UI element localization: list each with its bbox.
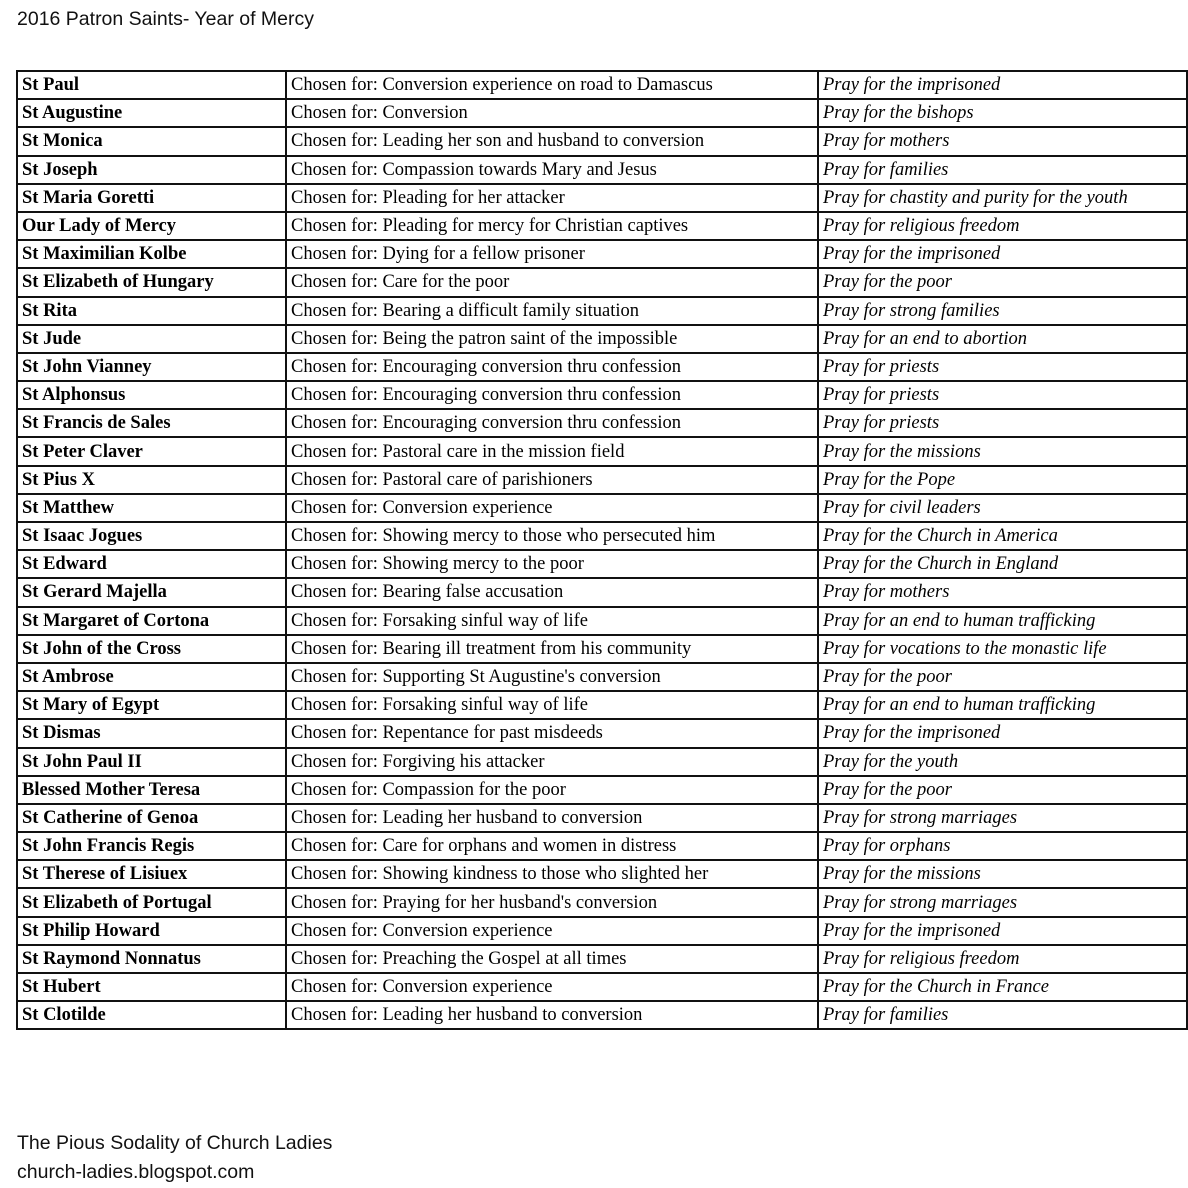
prayer-intention-cell: Pray for the Church in England: [818, 550, 1187, 578]
prayer-intention-cell: Pray for vocations to the monastic life: [818, 635, 1187, 663]
prayer-intention-cell: Pray for strong marriages: [818, 888, 1187, 916]
chosen-for-cell: Chosen for: Forgiving his attacker: [286, 748, 818, 776]
prayer-intention-cell: Pray for strong marriages: [818, 804, 1187, 832]
saint-name-cell: St Dismas: [17, 719, 286, 747]
saint-name-cell: St John Paul II: [17, 748, 286, 776]
saint-name-cell: St Monica: [17, 127, 286, 155]
prayer-intention-cell: Pray for the imprisoned: [818, 240, 1187, 268]
table-row: [17, 719, 1187, 747]
table-row: [17, 127, 1187, 155]
table-row: [17, 550, 1187, 578]
table-row: [17, 578, 1187, 606]
table-row: [17, 945, 1187, 973]
chosen-for-cell: Chosen for: Bearing ill treatment from his community: [286, 635, 818, 663]
saint-name-cell: St Margaret of Cortona: [17, 607, 286, 635]
chosen-for-cell: Chosen for: Conversion experience: [286, 973, 818, 1001]
table-row: [17, 240, 1187, 268]
prayer-intention-cell: Pray for an end to human trafficking: [818, 607, 1187, 635]
table-row: [17, 381, 1187, 409]
saint-name-cell: St John Francis Regis: [17, 832, 286, 860]
prayer-intention-cell: Pray for families: [818, 156, 1187, 184]
prayer-intention-cell: Pray for the missions: [818, 437, 1187, 465]
prayer-intention-cell: Pray for the poor: [818, 663, 1187, 691]
saint-name-cell: St Paul: [17, 71, 286, 99]
saint-name-cell: Our Lady of Mercy: [17, 212, 286, 240]
prayer-intention-cell: Pray for an end to abortion: [818, 325, 1187, 353]
prayer-intention-cell: Pray for the Church in France: [818, 973, 1187, 1001]
prayer-intention-cell: Pray for religious freedom: [818, 945, 1187, 973]
saint-name-cell: St Maximilian Kolbe: [17, 240, 286, 268]
table-row: [17, 353, 1187, 381]
footer-organization: The Pious Sodality of Church Ladies: [17, 1132, 333, 1154]
chosen-for-cell: Chosen for: Forsaking sinful way of life: [286, 607, 818, 635]
prayer-intention-cell: Pray for the poor: [818, 268, 1187, 296]
table-row: [17, 409, 1187, 437]
chosen-for-cell: Chosen for: Showing mercy to the poor: [286, 550, 818, 578]
chosen-for-cell: Chosen for: Being the patron saint of the impossible: [286, 325, 818, 353]
table-row: [17, 776, 1187, 804]
saint-name-cell: St Jude: [17, 325, 286, 353]
chosen-for-cell: Chosen for: Conversion experience on road to Damascus: [286, 71, 818, 99]
chosen-for-cell: Chosen for: Encouraging conversion thru confession: [286, 353, 818, 381]
prayer-intention-cell: Pray for strong families: [818, 297, 1187, 325]
saint-name-cell: St John of the Cross: [17, 635, 286, 663]
table-row: [17, 325, 1187, 353]
saint-name-cell: St Gerard Majella: [17, 578, 286, 606]
saint-name-cell: St Philip Howard: [17, 917, 286, 945]
table-row: [17, 522, 1187, 550]
footer: [17, 1129, 332, 1187]
chosen-for-cell: Chosen for: Encouraging conversion thru confession: [286, 381, 818, 409]
table-row: [17, 691, 1187, 719]
prayer-intention-cell: Pray for the Pope: [818, 466, 1187, 494]
saint-name-cell: St Elizabeth of Hungary: [17, 268, 286, 296]
table-row: [17, 1001, 1187, 1029]
table-row: [17, 156, 1187, 184]
saint-name-cell: St Hubert: [17, 973, 286, 1001]
saint-name-cell: St Isaac Jogues: [17, 522, 286, 550]
table-row: [17, 297, 1187, 325]
prayer-intention-cell: Pray for priests: [818, 381, 1187, 409]
chosen-for-cell: Chosen for: Conversion experience: [286, 917, 818, 945]
chosen-for-cell: Chosen for: Showing kindness to those who slighted her: [286, 860, 818, 888]
table-row: [17, 804, 1187, 832]
chosen-for-cell: Chosen for: Care for orphans and women in distress: [286, 832, 818, 860]
chosen-for-cell: Chosen for: Conversion: [286, 99, 818, 127]
prayer-intention-cell: Pray for the missions: [818, 860, 1187, 888]
table-row: [17, 212, 1187, 240]
table-row: [17, 973, 1187, 1001]
table-row: [17, 466, 1187, 494]
saint-name-cell: Blessed Mother Teresa: [17, 776, 286, 804]
chosen-for-cell: Chosen for: Conversion experience: [286, 494, 818, 522]
saint-name-cell: St Catherine of Genoa: [17, 804, 286, 832]
chosen-for-cell: Chosen for: Pastoral care in the mission field: [286, 437, 818, 465]
chosen-for-cell: Chosen for: Showing mercy to those who persecuted him: [286, 522, 818, 550]
table-row: [17, 860, 1187, 888]
table-row: [17, 635, 1187, 663]
chosen-for-cell: Chosen for: Leading her husband to conversion: [286, 804, 818, 832]
table-row: [17, 71, 1187, 99]
chosen-for-cell: Chosen for: Bearing false accusation: [286, 578, 818, 606]
chosen-for-cell: Chosen for: Repentance for past misdeeds: [286, 719, 818, 747]
page-title: 2016 Patron Saints- Year of Mercy: [17, 8, 315, 30]
prayer-intention-cell: Pray for the youth: [818, 748, 1187, 776]
table-row: [17, 917, 1187, 945]
saint-name-cell: St Ambrose: [17, 663, 286, 691]
prayer-intention-cell: Pray for mothers: [818, 127, 1187, 155]
saint-name-cell: St Pius X: [17, 466, 286, 494]
table-row: [17, 268, 1187, 296]
saint-name-cell: St Peter Claver: [17, 437, 286, 465]
prayer-intention-cell: Pray for chastity and purity for the youth: [818, 184, 1187, 212]
prayer-intention-cell: Pray for the imprisoned: [818, 71, 1187, 99]
chosen-for-cell: Chosen for: Care for the poor: [286, 268, 818, 296]
prayer-intention-cell: Pray for mothers: [818, 578, 1187, 606]
table-row: [17, 184, 1187, 212]
saint-name-cell: St Alphonsus: [17, 381, 286, 409]
saint-name-cell: St Francis de Sales: [17, 409, 286, 437]
saint-name-cell: St Therese of Lisiuex: [17, 860, 286, 888]
prayer-intention-cell: Pray for religious freedom: [818, 212, 1187, 240]
saint-name-cell: St Raymond Nonnatus: [17, 945, 286, 973]
chosen-for-cell: Chosen for: Pastoral care of parishioners: [286, 466, 818, 494]
saints-table-body: [17, 71, 1187, 1029]
chosen-for-cell: Chosen for: Pleading for her attacker: [286, 184, 818, 212]
saint-name-cell: St Edward: [17, 550, 286, 578]
saint-name-cell: St Matthew: [17, 494, 286, 522]
table-row: [17, 494, 1187, 522]
saint-name-cell: St Elizabeth of Portugal: [17, 888, 286, 916]
prayer-intention-cell: Pray for the bishops: [818, 99, 1187, 127]
table-row: [17, 99, 1187, 127]
chosen-for-cell: Chosen for: Dying for a fellow prisoner: [286, 240, 818, 268]
prayer-intention-cell: Pray for the imprisoned: [818, 719, 1187, 747]
patron-saints-table: [16, 70, 1188, 1030]
saint-name-cell: St Maria Goretti: [17, 184, 286, 212]
chosen-for-cell: Chosen for: Pleading for mercy for Christian captives: [286, 212, 818, 240]
chosen-for-cell: Chosen for: Leading her son and husband to conversion: [286, 127, 818, 155]
prayer-intention-cell: Pray for civil leaders: [818, 494, 1187, 522]
table-row: [17, 832, 1187, 860]
table-row: [17, 607, 1187, 635]
prayer-intention-cell: Pray for the poor: [818, 776, 1187, 804]
table-row: [17, 888, 1187, 916]
saint-name-cell: St Clotilde: [17, 1001, 286, 1029]
saint-name-cell: St John Vianney: [17, 353, 286, 381]
saint-name-cell: St Rita: [17, 297, 286, 325]
table-row: [17, 748, 1187, 776]
chosen-for-cell: Chosen for: Supporting St Augustine's conversion: [286, 663, 818, 691]
saint-name-cell: St Augustine: [17, 99, 286, 127]
prayer-intention-cell: Pray for families: [818, 1001, 1187, 1029]
saint-name-cell: St Joseph: [17, 156, 286, 184]
chosen-for-cell: Chosen for: Encouraging conversion thru confession: [286, 409, 818, 437]
prayer-intention-cell: Pray for the Church in America: [818, 522, 1187, 550]
chosen-for-cell: Chosen for: Preaching the Gospel at all times: [286, 945, 818, 973]
saint-name-cell: St Mary of Egypt: [17, 691, 286, 719]
table-row: [17, 437, 1187, 465]
chosen-for-cell: Chosen for: Forsaking sinful way of life: [286, 691, 818, 719]
prayer-intention-cell: Pray for priests: [818, 353, 1187, 381]
chosen-for-cell: Chosen for: Compassion for the poor: [286, 776, 818, 804]
prayer-intention-cell: Pray for an end to human trafficking: [818, 691, 1187, 719]
chosen-for-cell: Chosen for: Compassion towards Mary and Jesus: [286, 156, 818, 184]
prayer-intention-cell: Pray for orphans: [818, 832, 1187, 860]
prayer-intention-cell: Pray for priests: [818, 409, 1187, 437]
chosen-for-cell: Chosen for: Bearing a difficult family situation: [286, 297, 818, 325]
prayer-intention-cell: Pray for the imprisoned: [818, 917, 1187, 945]
chosen-for-cell: Chosen for: Leading her husband to conversion: [286, 1001, 818, 1029]
table-row: [17, 663, 1187, 691]
footer-website: church-ladies.blogspot.com: [17, 1161, 255, 1183]
chosen-for-cell: Chosen for: Praying for her husband's conversion: [286, 888, 818, 916]
